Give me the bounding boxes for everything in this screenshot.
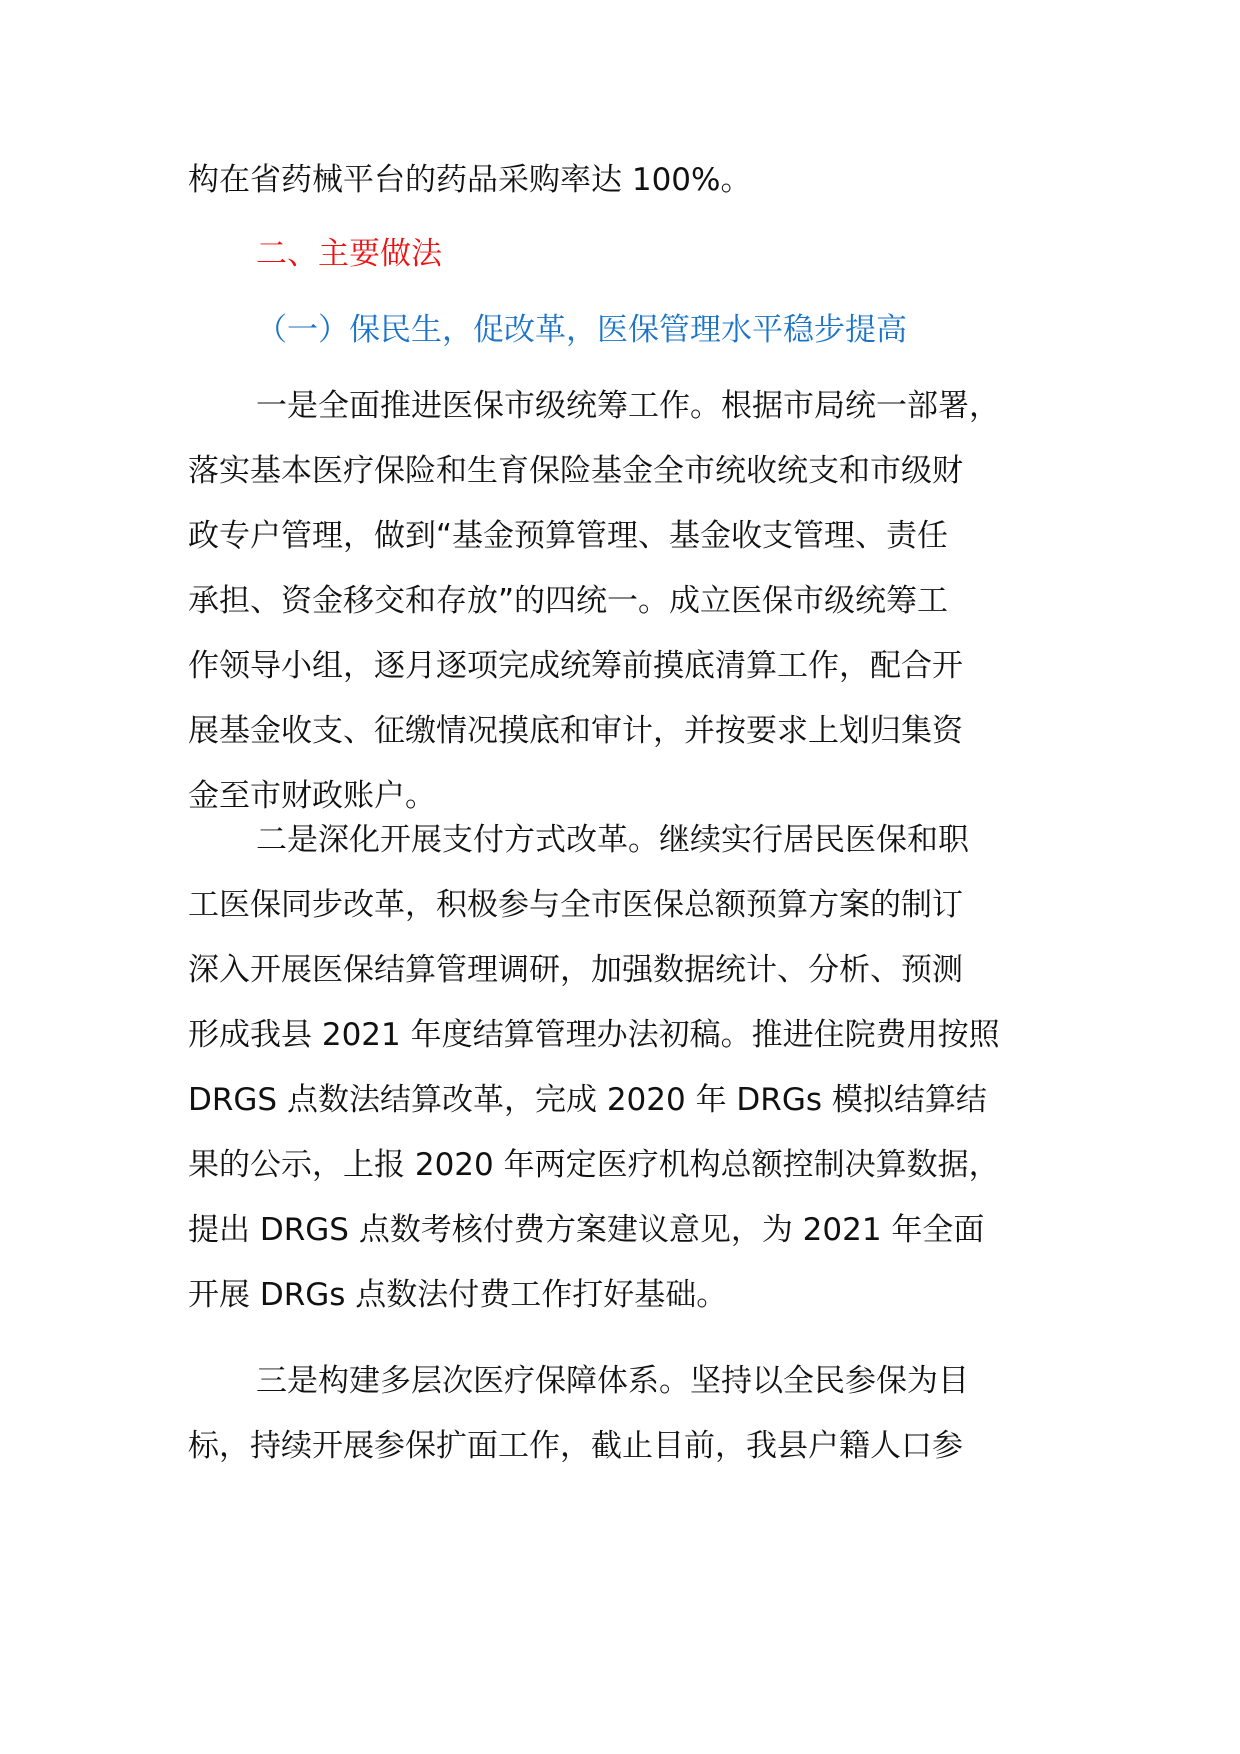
text-line: 三是构建多层次医疗保障体系。坚持以全民参保为目 xyxy=(256,1363,969,1399)
text-line: 开展 DRGs 点数法付费工作打好基础。 xyxy=(188,1277,728,1313)
text-line: 构在省药械平台的药品采购率达 100%。 xyxy=(188,162,752,198)
text-line: 落实基本医疗保险和生育保险基金全市统收统支和市级财 xyxy=(188,453,963,489)
text-line: 形成我县 2021 年度结算管理办法初稿。推进住院费用按照 xyxy=(188,1017,1000,1053)
text-line: 深入开展医保结算管理调研，加强数据统计、分析、预测 xyxy=(188,952,963,988)
text-line: 标，持续开展参保扩面工作，截止目前，我县户籍人口参 xyxy=(188,1428,963,1464)
text-line: 果的公示，上报 2020 年两定医疗机构总额控制决算数据， xyxy=(188,1147,1000,1183)
text-line: DRGS 点数法结算改革，完成 2020 年 DRGs 模拟结算结 xyxy=(188,1082,987,1118)
text-line: 展基金收支、征缴情况摸底和审计，并按要求上划归集资 xyxy=(188,713,963,749)
paragraph-1 xyxy=(188,374,1068,829)
subsection-heading: （一）保民生，促改革，医保管理水平稳步提高 xyxy=(256,312,907,348)
text-line: 政专户管理，做到“基金预算管理、基金收支管理、责任 xyxy=(188,518,949,554)
paragraph-3 xyxy=(188,1349,1068,1479)
text-line: 提出 DRGS 点数考核付费方案建议意见，为 2021 年全面 xyxy=(188,1212,985,1248)
paragraph-2 xyxy=(188,808,1068,1328)
text-line: 承担、资金移交和存放”的四统一。成立医保市级统筹工 xyxy=(188,583,949,619)
text-line: 作领导小组，逐月逐项完成统筹前摸底清算工作，配合开 xyxy=(188,648,963,684)
text-line: 二是深化开展支付方式改革。继续实行居民医保和职 xyxy=(256,822,969,858)
text-line: 一是全面推进医保市级统筹工作。根据市局统一部署， xyxy=(256,388,1000,424)
text-line: 工医保同步改革，积极参与全市医保总额预算方案的制订 xyxy=(188,887,963,923)
section-heading: 二、主要做法 xyxy=(256,236,442,272)
text-line: 金至市财政账户。 xyxy=(188,778,436,814)
continued-line xyxy=(188,148,1068,213)
